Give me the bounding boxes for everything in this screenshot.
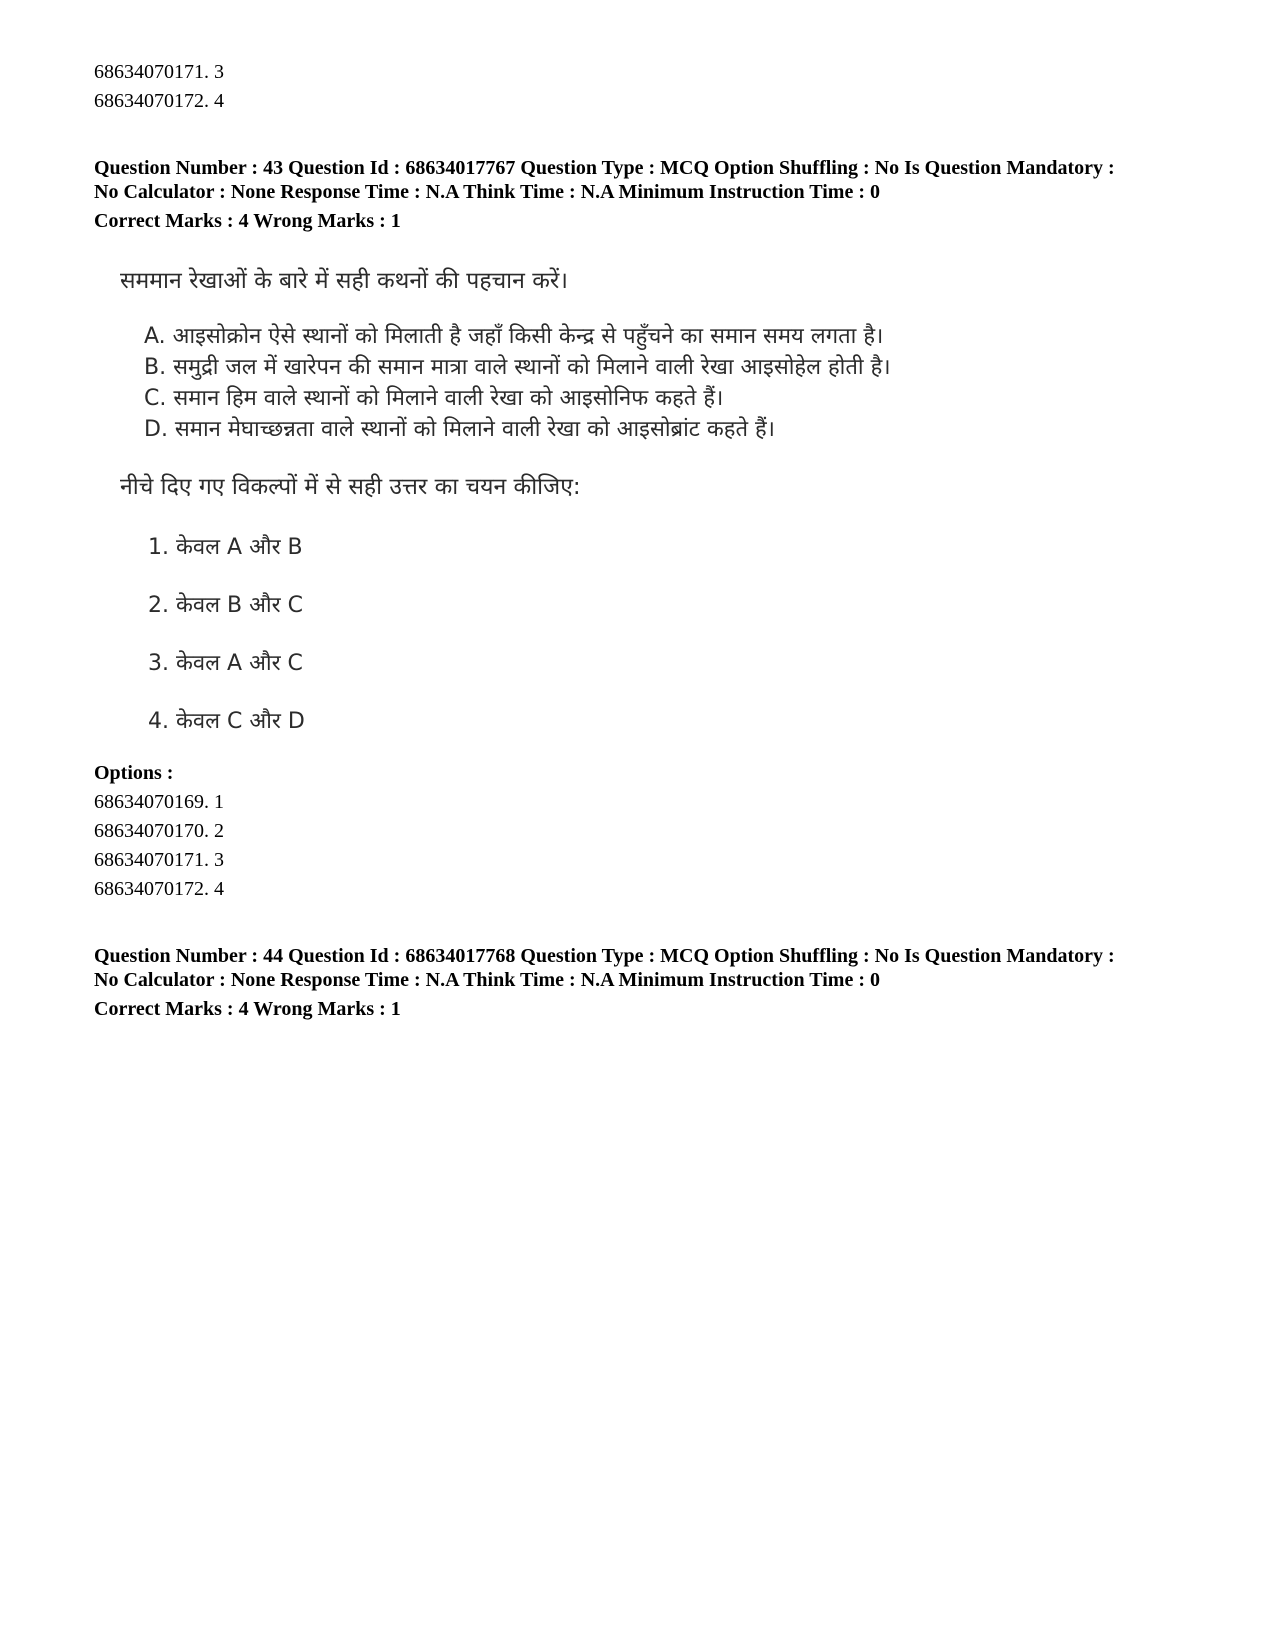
q43-option-1: 68634070169. 1 bbox=[94, 791, 224, 813]
q43-instruction: नीचे दिए गए विकल्पों में से सही उत्तर का चयन कीजिए: bbox=[120, 474, 581, 500]
q43-choice-2: 2. केवल B और C bbox=[148, 593, 303, 618]
q43-option-3: 68634070171. 3 bbox=[94, 849, 224, 871]
q43-header-line2: No Calculator : None Response Time : N.A Think Time : N.A Minimum Instruction Time : 0 bbox=[94, 181, 880, 203]
q43-statement-b: B. समुद्री जल में खारेपन की समान मात्रा वाले स्थानों को मिलाने वाली रेखा आइसोहेल होती है। bbox=[144, 355, 891, 380]
q43-header-line1: Question Number : 43 Question Id : 68634017767 Question Type : MCQ Option Shuffling : No Is Question Mandatory : bbox=[94, 157, 1115, 179]
q44-header-line2: No Calculator : None Response Time : N.A Think Time : N.A Minimum Instruction Time : 0 bbox=[94, 969, 880, 991]
q43-statement-d: D. समान मेघाच्छन्नता वाले स्थानों को मिलाने वाली रेखा को आइसोब्रांट कहते हैं। bbox=[144, 417, 776, 442]
q44-marks: Correct Marks : 4 Wrong Marks : 1 bbox=[94, 998, 401, 1020]
q43-question-stem: सममान रेखाओं के बारे में सही कथनों की पहचान करें। bbox=[120, 268, 568, 294]
q43-statement-a: A. आइसोक्रोन ऐसे स्थानों को मिलाती है जहाँ किसी केन्द्र से पहुँचने का समान समय लगता है। bbox=[144, 324, 884, 349]
prev-option-4: 68634070172. 4 bbox=[94, 90, 224, 112]
prev-option-3: 68634070171. 3 bbox=[94, 61, 224, 83]
q43-choice-4: 4. केवल C और D bbox=[148, 709, 305, 734]
q44-header-line1: Question Number : 44 Question Id : 68634017768 Question Type : MCQ Option Shuffling : No Is Question Mandatory : bbox=[94, 945, 1115, 967]
q43-option-4: 68634070172. 4 bbox=[94, 878, 224, 900]
q43-choice-3: 3. केवल A और C bbox=[148, 651, 303, 676]
q43-marks: Correct Marks : 4 Wrong Marks : 1 bbox=[94, 210, 401, 232]
q43-statement-c: C. समान हिम वाले स्थानों को मिलाने वाली रेखा को आइसोनिफ कहते हैं। bbox=[144, 386, 724, 411]
q43-option-2: 68634070170. 2 bbox=[94, 820, 224, 842]
q43-choice-1: 1. केवल A और B bbox=[148, 535, 303, 560]
q43-options-label: Options : bbox=[94, 762, 174, 784]
